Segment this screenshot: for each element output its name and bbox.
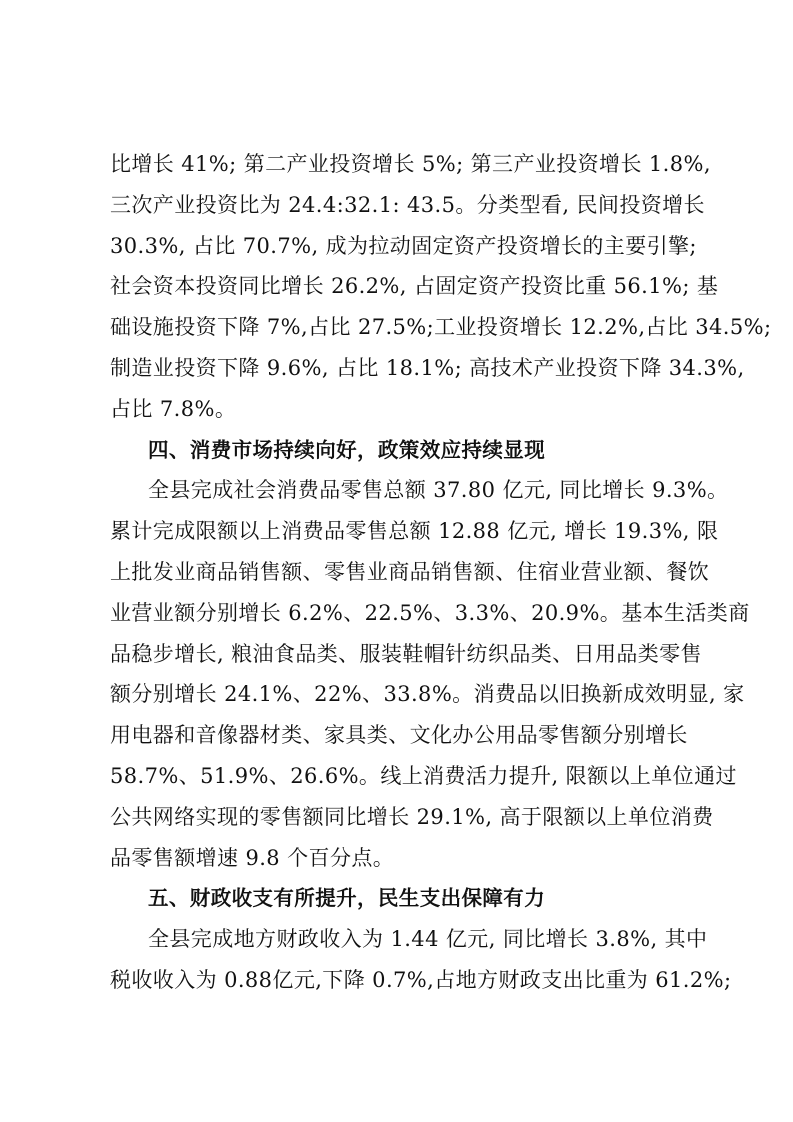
text-line: 税收收入为 0.88亿元,下降 0.7%,占地方财政支出比重为 61.2%; xyxy=(110,967,732,992)
document-body xyxy=(110,144,772,1001)
text-line: 社会资本投资同比增长 26.2%, 占固定资产投资比重 56.1%; 基 xyxy=(110,274,719,299)
section-heading-finance: 五、财政收支有所提升，民生支出保障有力 xyxy=(148,886,546,911)
paragraph-consumption xyxy=(110,470,750,878)
text-line: 30.3%, 占比 70.7%, 成为拉动固定资产投资增长的主要引擎; xyxy=(110,233,697,258)
text-line: 公共网络实现的零售额同比增长 29.1%, 高于限额以上单位消费 xyxy=(110,804,714,829)
text-line: 累计完成限额以上消费品零售总额 12.88 亿元, 增长 19.3%, 限 xyxy=(110,519,719,544)
text-line: 三次产业投资比为 24.4:32.1: 43.5。分类型看, 民间投资增长 xyxy=(110,192,705,217)
text-line: 上批发业商品销售额、零售业商品销售额、住宿业营业额、餐饮 xyxy=(110,559,710,584)
text-line: 品零售额增速 9.8 个百分点。 xyxy=(110,845,395,870)
text-line: 用电器和音像器材类、家具类、文化办公用品零售额分别增长 xyxy=(110,723,688,748)
paragraph-finance xyxy=(110,919,732,1001)
text-line: 础设施投资下降 7%,占比 27.5%;工业投资增长 12.2%,占比 34.5%; xyxy=(110,315,772,340)
text-line: 占比 7.8%。 xyxy=(110,396,237,421)
text-line: 58.7%、51.9%、26.6%。线上消费活力提升, 限额以上单位通过 xyxy=(110,763,737,788)
text-line: 额分别增长 24.1%、22%、33.8%。消费品以旧换新成效明显, 家 xyxy=(110,682,745,707)
text-line: 比增长 41%; 第二产业投资增长 5%; 第三产业投资增长 1.8%, xyxy=(110,152,711,176)
paragraph-investment xyxy=(110,144,772,430)
text-line: 全县完成地方财政收入为 1.44 亿元, 同比增长 3.8%, 其中 xyxy=(148,927,708,952)
text-line: 业营业额分别增长 6.2%、22.5%、3.3%、20.9%。基本生活类商 xyxy=(110,600,750,625)
section-heading-consumption: 四、消费市场持续向好，政策效应持续显现 xyxy=(148,437,546,462)
text-line: 全县完成社会消费品零售总额 37.80 亿元, 同比增长 9.3%。 xyxy=(148,478,729,503)
text-line: 品稳步增长, 粮油食品类、服装鞋帽针纺织品类、日用品类零售 xyxy=(110,641,702,666)
text-line: 制造业投资下降 9.6%, 占比 18.1%; 高技术产业投资下降 34.3%, xyxy=(110,355,745,380)
